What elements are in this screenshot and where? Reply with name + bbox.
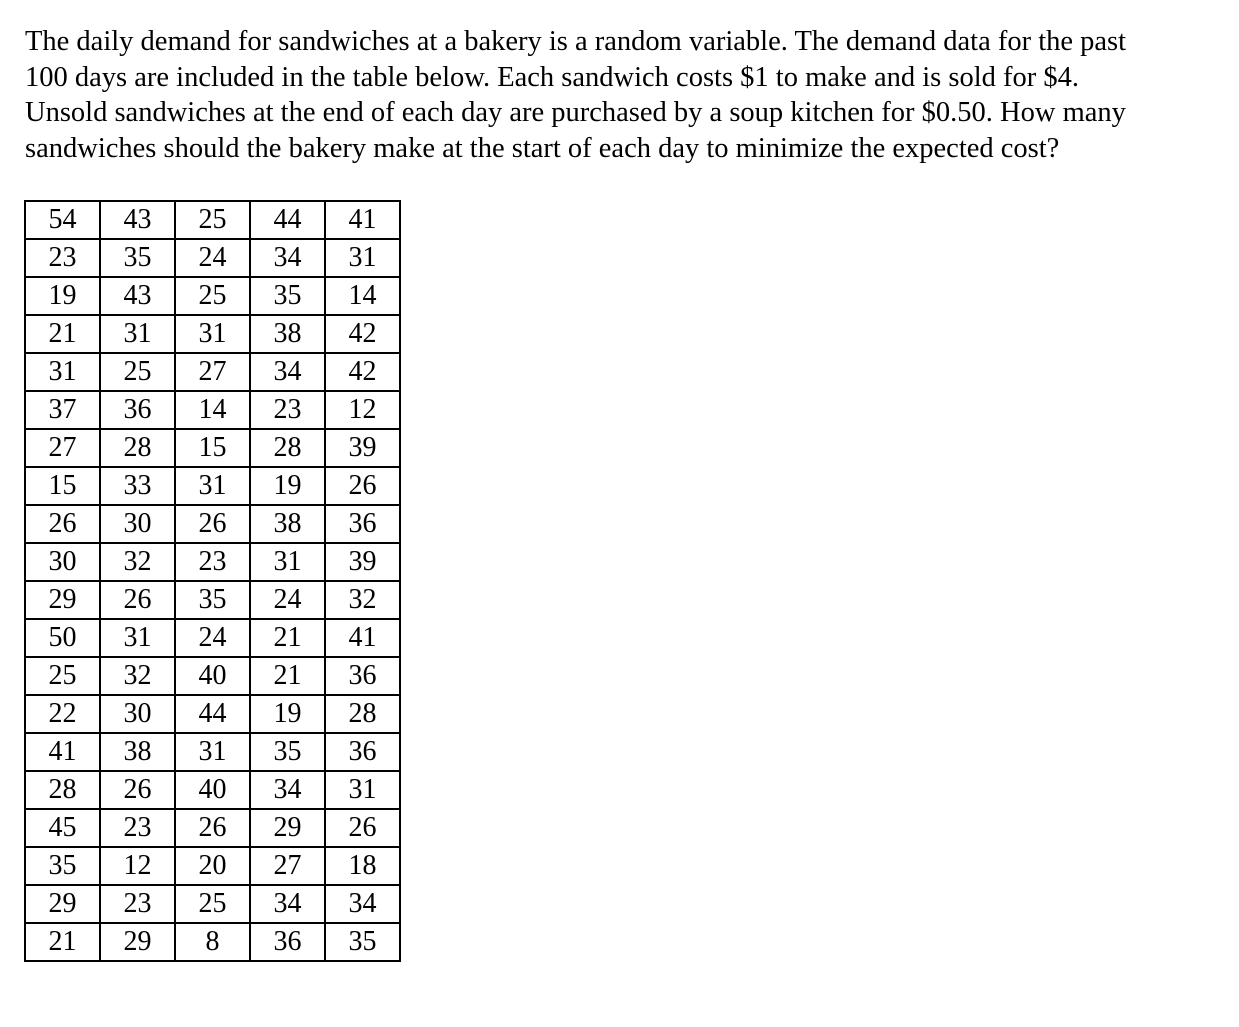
- table-row: [25, 581, 400, 619]
- table-row: [25, 201, 400, 239]
- table-cell: 31: [25, 353, 100, 391]
- table-cell: 27: [250, 847, 325, 885]
- table-cell: 26: [100, 771, 175, 809]
- table-row: [25, 391, 400, 429]
- table-cell: 50: [25, 619, 100, 657]
- table-cell: 23: [25, 239, 100, 277]
- table-cell: 27: [25, 429, 100, 467]
- table-cell: 28: [325, 695, 400, 733]
- table-cell: 15: [25, 467, 100, 505]
- table-row: [25, 239, 400, 277]
- table-cell: 26: [325, 809, 400, 847]
- table-cell: 24: [175, 239, 250, 277]
- table-cell: 31: [175, 467, 250, 505]
- table-cell: 43: [100, 277, 175, 315]
- table-cell: 26: [325, 467, 400, 505]
- table-cell: 44: [175, 695, 250, 733]
- table-cell: 36: [100, 391, 175, 429]
- table-cell: 34: [250, 353, 325, 391]
- table-cell: 36: [325, 657, 400, 695]
- table-row: [25, 847, 400, 885]
- table-row: [25, 885, 400, 923]
- table-row: [25, 771, 400, 809]
- problem-statement: [25, 24, 1225, 166]
- table-cell: 26: [25, 505, 100, 543]
- table-cell: 26: [175, 505, 250, 543]
- table-cell: 28: [100, 429, 175, 467]
- table-cell: 34: [250, 771, 325, 809]
- table-row: [25, 543, 400, 581]
- table-row: [25, 467, 400, 505]
- table-cell: 30: [25, 543, 100, 581]
- table-cell: 26: [175, 809, 250, 847]
- table-cell: 25: [175, 885, 250, 923]
- table-cell: 19: [25, 277, 100, 315]
- table-cell: 42: [325, 315, 400, 353]
- table-cell: 27: [175, 353, 250, 391]
- table-cell: 8: [175, 923, 250, 961]
- table-cell: 33: [100, 467, 175, 505]
- table-cell: 31: [325, 771, 400, 809]
- table-cell: 29: [25, 581, 100, 619]
- table-cell: 54: [25, 201, 100, 239]
- table-cell: 41: [325, 201, 400, 239]
- table-cell: 42: [325, 353, 400, 391]
- table-cell: 26: [100, 581, 175, 619]
- table-cell: 39: [325, 429, 400, 467]
- table-cell: 29: [250, 809, 325, 847]
- table-cell: 38: [250, 505, 325, 543]
- table-cell: 19: [250, 695, 325, 733]
- table-cell: 22: [25, 695, 100, 733]
- table-row: [25, 505, 400, 543]
- table-cell: 34: [250, 239, 325, 277]
- table-cell: 35: [250, 733, 325, 771]
- table-cell: 25: [175, 277, 250, 315]
- table-cell: 12: [325, 391, 400, 429]
- table-cell: 23: [100, 809, 175, 847]
- table-row: [25, 923, 400, 961]
- table-cell: 24: [175, 619, 250, 657]
- demand-table-body: [25, 201, 400, 961]
- table-cell: 23: [250, 391, 325, 429]
- table-cell: 31: [175, 733, 250, 771]
- problem-line: sandwiches should the bakery make at the start of each day to minimize the expected cost?: [25, 132, 1060, 164]
- table-cell: 40: [175, 771, 250, 809]
- table-cell: 43: [100, 201, 175, 239]
- table-row: [25, 315, 400, 353]
- table-cell: 21: [250, 657, 325, 695]
- table-cell: 14: [175, 391, 250, 429]
- problem-line: 100 days are included in the table below. Each sandwich costs $1 to make and is sold for $4.: [25, 61, 1079, 93]
- table-cell: 30: [100, 695, 175, 733]
- table-cell: 28: [25, 771, 100, 809]
- table-cell: 20: [175, 847, 250, 885]
- table-cell: 23: [100, 885, 175, 923]
- table-cell: 40: [175, 657, 250, 695]
- table-row: [25, 277, 400, 315]
- table-cell: 24: [250, 581, 325, 619]
- table-cell: 19: [250, 467, 325, 505]
- table-cell: 21: [25, 923, 100, 961]
- table-cell: 41: [325, 619, 400, 657]
- table-cell: 28: [250, 429, 325, 467]
- table-cell: 31: [100, 619, 175, 657]
- table-cell: 32: [325, 581, 400, 619]
- table-cell: 21: [250, 619, 325, 657]
- table-cell: 36: [250, 923, 325, 961]
- table-cell: 36: [325, 733, 400, 771]
- table-cell: 25: [175, 201, 250, 239]
- table-row: [25, 353, 400, 391]
- table-cell: 29: [25, 885, 100, 923]
- table-cell: 21: [25, 315, 100, 353]
- table-cell: 29: [100, 923, 175, 961]
- problem-line: Unsold sandwiches at the end of each day are purchased by a soup kitchen for $0.50. How many: [25, 97, 1126, 128]
- table-row: [25, 695, 400, 733]
- table-cell: 36: [325, 505, 400, 543]
- table-cell: 31: [175, 315, 250, 353]
- table-cell: 35: [325, 923, 400, 961]
- table-cell: 35: [250, 277, 325, 315]
- table-cell: 35: [175, 581, 250, 619]
- table-cell: 25: [100, 353, 175, 391]
- demand-data-table: [24, 200, 401, 962]
- table-cell: 39: [325, 543, 400, 581]
- table-cell: 23: [175, 543, 250, 581]
- table-cell: 38: [250, 315, 325, 353]
- table-cell: 32: [100, 657, 175, 695]
- table-cell: 41: [25, 733, 100, 771]
- table-cell: 32: [100, 543, 175, 581]
- table-row: [25, 657, 400, 695]
- table-cell: 35: [25, 847, 100, 885]
- table-cell: 18: [325, 847, 400, 885]
- problem-line: The daily demand for sandwiches at a bakery is a random variable. The demand data for the past: [25, 26, 1127, 57]
- table-cell: 38: [100, 733, 175, 771]
- table-cell: 30: [100, 505, 175, 543]
- table-row: [25, 733, 400, 771]
- table-cell: 31: [250, 543, 325, 581]
- table-row: [25, 809, 400, 847]
- table-cell: 45: [25, 809, 100, 847]
- table-row: [25, 619, 400, 657]
- table-cell: 14: [325, 277, 400, 315]
- table-cell: 37: [25, 391, 100, 429]
- table-cell: 31: [325, 239, 400, 277]
- table-cell: 12: [100, 847, 175, 885]
- table-cell: 34: [250, 885, 325, 923]
- table-cell: 15: [175, 429, 250, 467]
- table-cell: 44: [250, 201, 325, 239]
- table-cell: 35: [100, 239, 175, 277]
- table-cell: 25: [25, 657, 100, 695]
- table-cell: 31: [100, 315, 175, 353]
- table-row: [25, 429, 400, 467]
- table-cell: 34: [325, 885, 400, 923]
